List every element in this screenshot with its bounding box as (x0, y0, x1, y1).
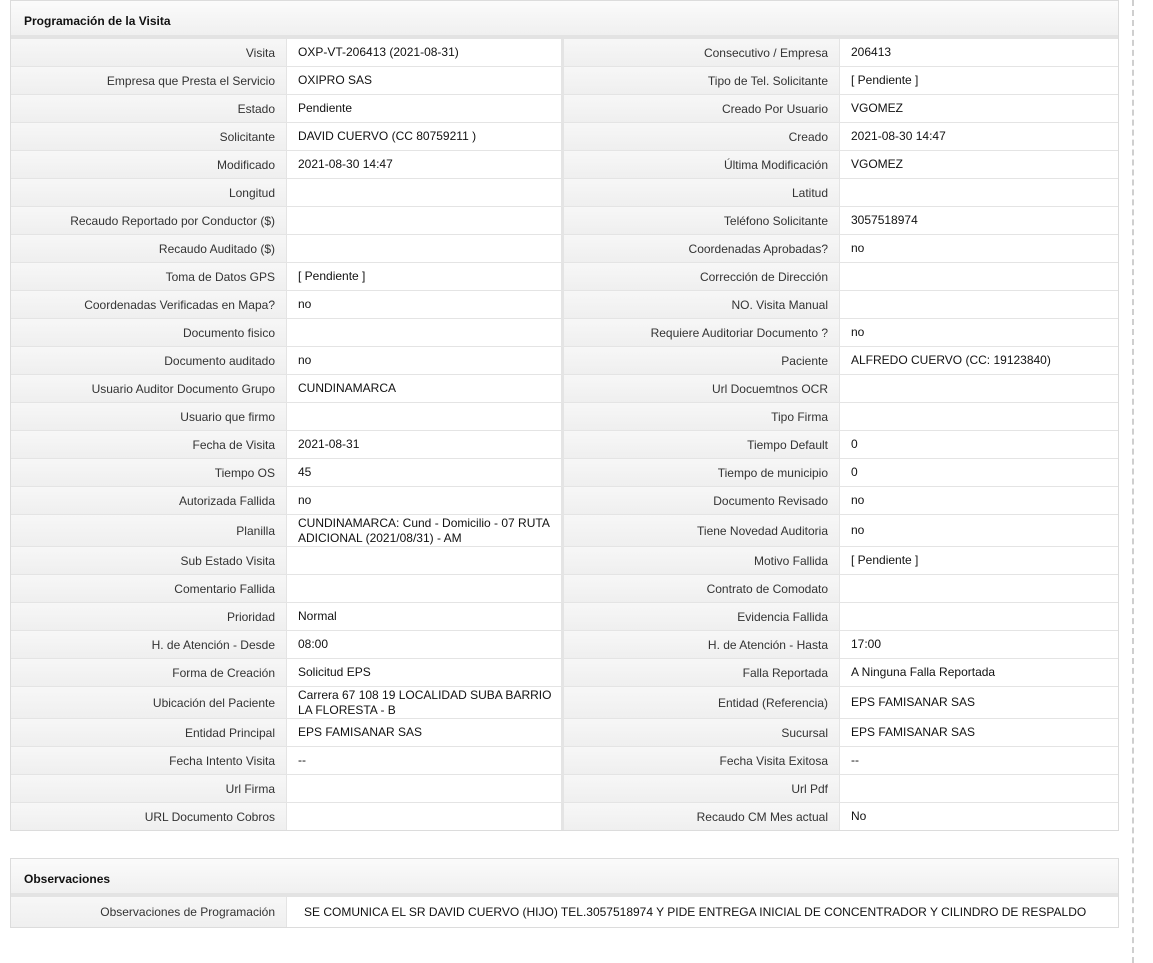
table-row (11, 150, 1118, 178)
field-value: Pendiente (287, 95, 564, 122)
observations-title: Observaciones (11, 859, 1118, 897)
field-label: Latitud (564, 179, 840, 206)
field-label: Url Pdf (564, 775, 840, 802)
field-label: Modificado (11, 151, 287, 178)
field-label: Documento auditado (11, 347, 287, 374)
field-value: EPS FAMISANAR SAS (851, 725, 976, 739)
field-value: no (851, 325, 865, 339)
field-value: no (851, 241, 865, 255)
field-value: 0 (851, 437, 858, 451)
field-value: Solicitud EPS (287, 659, 564, 686)
field-value: 17:00 (851, 637, 882, 651)
observations-label: Observaciones de Programación (11, 897, 287, 927)
field-value (840, 403, 1115, 430)
table-row (11, 486, 1118, 514)
field-value: [ Pendiente ] (287, 263, 564, 290)
field-value: VGOMEZ (851, 157, 904, 171)
table-row (11, 630, 1118, 658)
field-value: Carrera 67 108 19 LOCALIDAD SUBA BARRIO LA FLORESTA - B (287, 687, 564, 718)
field-value: EPS FAMISANAR SAS (851, 695, 976, 709)
field-value: 3057518974 (851, 213, 918, 227)
field-label: H. de Atención - Desde (11, 631, 287, 658)
field-value: OXP-VT-206413 (2021-08-31) (287, 39, 564, 66)
field-label: Documento Revisado (564, 487, 840, 514)
table-row (11, 262, 1118, 290)
table-row (11, 94, 1118, 122)
field-value: No (851, 809, 867, 823)
field-label: Planilla (11, 515, 287, 546)
field-label: Fecha de Visita (11, 431, 287, 458)
table-row (11, 658, 1118, 686)
field-value: 206413 (851, 45, 892, 59)
field-value (287, 179, 564, 206)
field-value: [ Pendiente ] (851, 553, 919, 567)
table-row (11, 346, 1118, 374)
table-row (11, 686, 1118, 718)
table-row (11, 746, 1118, 774)
visit-schedule-panel (10, 0, 1119, 831)
field-value (287, 547, 564, 574)
table-row (11, 66, 1118, 94)
field-value: Normal (287, 603, 564, 630)
table-row (11, 402, 1118, 430)
field-label: Recaudo Reportado por Conductor ($) (11, 207, 287, 234)
field-label: Consecutivo / Empresa (564, 39, 840, 66)
field-value: VGOMEZ (851, 101, 904, 115)
field-value: no (287, 487, 564, 514)
observations-value: SE COMUNICA EL SR DAVID CUERVO (HIJO) TEL.3057518974 Y PIDE ENTREGA INICIAL DE CONCENTRADOR Y CILINDRO DE RESPALDO (304, 904, 1087, 919)
field-label: Url Firma (11, 775, 287, 802)
field-label: Ubicación del Paciente (11, 687, 287, 718)
field-label: Comentario Fallida (11, 575, 287, 602)
field-label: Sucursal (564, 719, 840, 746)
field-value: ALFREDO CUERVO (CC: 19123840) (851, 353, 1051, 367)
field-label: Falla Reportada (564, 659, 840, 686)
field-label: Creado Por Usuario (564, 95, 840, 122)
field-value (840, 603, 1115, 630)
field-label: Contrato de Comodato (564, 575, 840, 602)
field-value (287, 207, 564, 234)
field-label: Evidencia Fallida (564, 603, 840, 630)
field-label: Fecha Visita Exitosa (564, 747, 840, 774)
table-row (11, 546, 1118, 574)
field-label: Tipo de Tel. Solicitante (564, 67, 840, 94)
table-row (11, 458, 1118, 486)
field-label: Autorizada Fallida (11, 487, 287, 514)
table-row (11, 290, 1118, 318)
table-row (11, 774, 1118, 802)
field-value: CUNDINAMARCA: Cund - Domicilio - 07 RUTA ADICIONAL (2021/08/31) - AM (287, 515, 564, 546)
field-label: Fecha Intento Visita (11, 747, 287, 774)
field-value (840, 291, 1115, 318)
field-value (840, 575, 1115, 602)
field-value (840, 179, 1115, 206)
table-row (11, 39, 1118, 66)
table-row (11, 234, 1118, 262)
observations-row (11, 897, 1118, 927)
field-label: Empresa que Presta el Servicio (11, 67, 287, 94)
field-value (287, 575, 564, 602)
field-value: no (287, 291, 564, 318)
field-label: Paciente (564, 347, 840, 374)
table-row (11, 514, 1118, 546)
field-value: [ Pendiente ] (851, 73, 919, 87)
field-value (287, 235, 564, 262)
field-label: Corrección de Dirección (564, 263, 840, 290)
field-label: Teléfono Solicitante (564, 207, 840, 234)
field-value (840, 375, 1115, 402)
field-label: Url Docuemtnos OCR (564, 375, 840, 402)
field-label: Tipo Firma (564, 403, 840, 430)
field-label: Coordenadas Aprobadas? (564, 235, 840, 262)
field-value (287, 319, 564, 346)
field-value (840, 775, 1115, 802)
field-label: Prioridad (11, 603, 287, 630)
table-row (11, 374, 1118, 402)
field-value: no (851, 523, 865, 537)
field-label: Sub Estado Visita (11, 547, 287, 574)
field-value: no (287, 347, 564, 374)
page-divider (1132, 0, 1134, 963)
field-value: A Ninguna Falla Reportada (851, 665, 996, 679)
table-row (11, 574, 1118, 602)
field-label: Motivo Fallida (564, 547, 840, 574)
field-value (287, 775, 564, 802)
field-label: URL Documento Cobros (11, 803, 287, 830)
table-row (11, 430, 1118, 458)
table-row (11, 602, 1118, 630)
field-label: NO. Visita Manual (564, 291, 840, 318)
field-label: Tiempo Default (564, 431, 840, 458)
field-value: 45 (287, 459, 564, 486)
field-label: Entidad Principal (11, 719, 287, 746)
table-row (11, 122, 1118, 150)
field-value (840, 263, 1115, 290)
observations-panel (10, 858, 1119, 928)
field-label: Visita (11, 39, 287, 66)
field-label: Requiere Auditoriar Documento ? (564, 319, 840, 346)
panel-title: Programación de la Visita (11, 1, 1118, 39)
field-value: 2021-08-30 14:47 (851, 129, 946, 143)
field-value: CUNDINAMARCA (287, 375, 564, 402)
field-label: Usuario que firmo (11, 403, 287, 430)
table-row (11, 206, 1118, 234)
field-value (287, 403, 564, 430)
field-label: Tiene Novedad Auditoria (564, 515, 840, 546)
field-value: -- (851, 753, 859, 767)
field-value: 0 (851, 465, 858, 479)
field-value: no (851, 493, 865, 507)
field-label: Entidad (Referencia) (564, 687, 840, 718)
visit-details-table (11, 39, 1118, 830)
field-label: Usuario Auditor Documento Grupo (11, 375, 287, 402)
table-row (11, 318, 1118, 346)
field-value: 2021-08-31 (287, 431, 564, 458)
field-label: Tiempo de municipio (564, 459, 840, 486)
table-row (11, 802, 1118, 830)
field-label: Recaudo CM Mes actual (564, 803, 840, 830)
field-value: OXIPRO SAS (287, 67, 564, 94)
field-value: 2021-08-30 14:47 (287, 151, 564, 178)
field-label: H. de Atención - Hasta (564, 631, 840, 658)
field-label: Toma de Datos GPS (11, 263, 287, 290)
field-label: Estado (11, 95, 287, 122)
field-label: Creado (564, 123, 840, 150)
field-value: DAVID CUERVO (CC 80759211 ) (287, 123, 564, 150)
field-label: Coordenadas Verificadas en Mapa? (11, 291, 287, 318)
field-label: Recaudo Auditado ($) (11, 235, 287, 262)
table-row (11, 178, 1118, 206)
field-value (287, 803, 564, 830)
field-label: Solicitante (11, 123, 287, 150)
table-row (11, 718, 1118, 746)
field-label: Última Modificación (564, 151, 840, 178)
field-value: EPS FAMISANAR SAS (287, 719, 564, 746)
field-label: Documento fisico (11, 319, 287, 346)
field-value: -- (287, 747, 564, 774)
field-label: Longitud (11, 179, 287, 206)
field-label: Forma de Creación (11, 659, 287, 686)
field-value: 08:00 (287, 631, 564, 658)
field-label: Tiempo OS (11, 459, 287, 486)
